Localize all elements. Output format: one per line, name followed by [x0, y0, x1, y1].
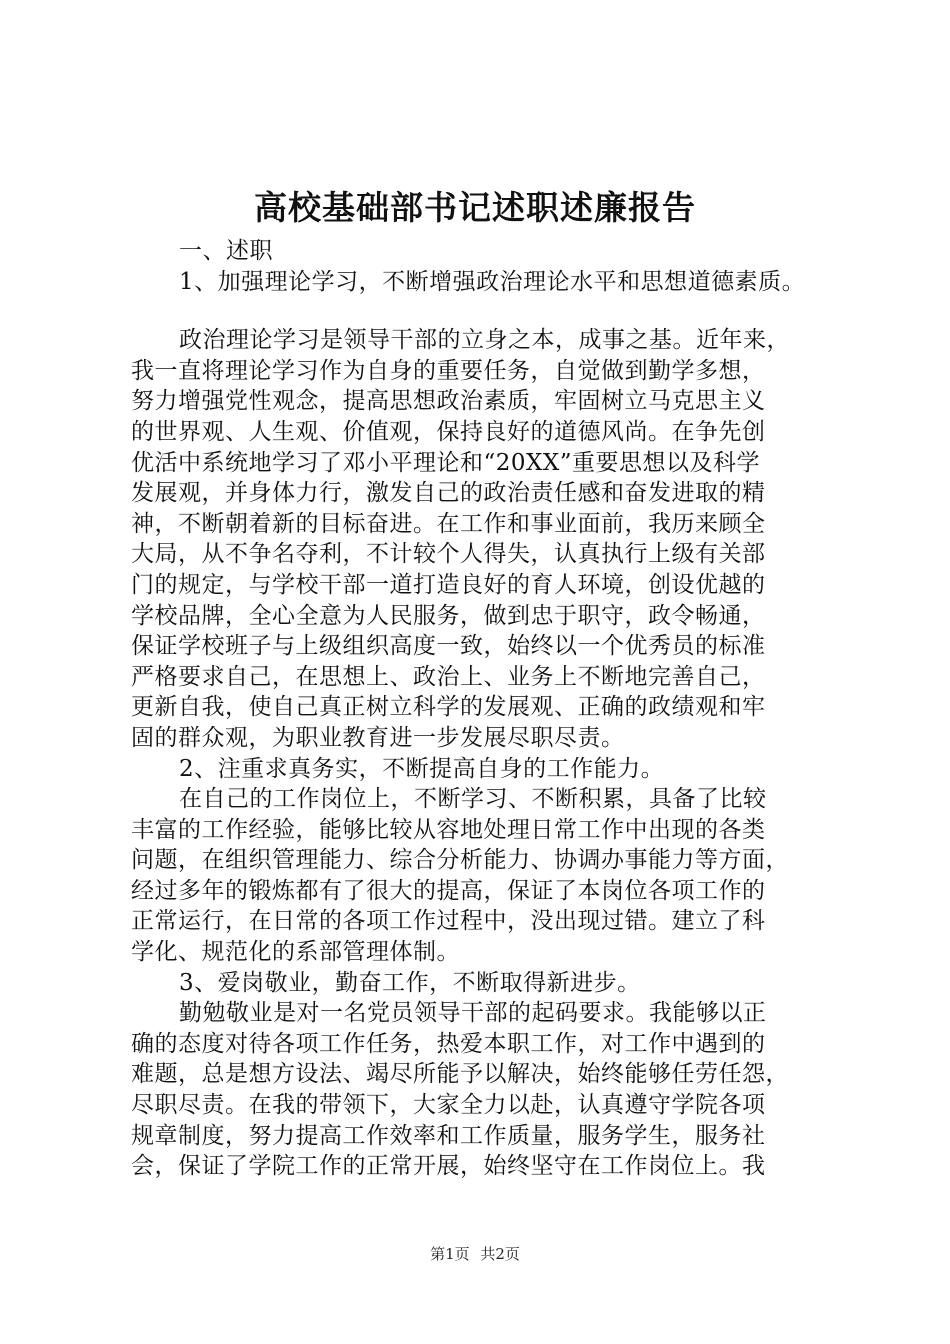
- document-body: [131, 236, 831, 1182]
- page-total: 共2页: [480, 1245, 520, 1263]
- text-line: 问题，在组织管理能力、综合分析能力、协调办事能力等方面，: [131, 847, 789, 874]
- text-line: 经过多年的锻炼都有了很大的提高，保证了本岗位各项工作的: [131, 877, 766, 904]
- text-line: 政治理论学习是领导干部的立身之本，成事之基。近年来，: [179, 327, 790, 354]
- document-title: 高校基础部书记述职述廉报告: [254, 188, 696, 227]
- text-line: 难题，总是想方设法、竭尽所能予以解决，始终能够任劳任怨，: [131, 1061, 789, 1088]
- page-number: 第1页: [430, 1245, 470, 1263]
- text-line: 1、加强理论学习，不断增强政治理论水平和思想道德素质。: [179, 268, 806, 295]
- text-line: 优活中系统地学习了邓小平理论和“20XX”重要思想以及科学: [131, 449, 761, 476]
- text-line: 大局，从不争名夺利，不计较个人得失，认真执行上级有关部: [131, 541, 766, 568]
- text-line: 2、注重求真务实，不断提高自身的工作能力。: [179, 755, 665, 782]
- text-line: 正常运行，在日常的各项工作过程中，没出现过错。建立了科: [131, 908, 766, 935]
- text-line: 在自己的工作岗位上，不断学习、不断积累，具备了比较: [179, 786, 767, 813]
- text-line: 固的群众观，为职业教育进一步发展尽职尽责。: [131, 724, 625, 751]
- page-footer: [0, 1244, 950, 1264]
- text-line: 严格要求自己，在思想上、政治上、业务上不断地完善自己，: [131, 663, 766, 690]
- text-line: 一、述职: [179, 238, 273, 264]
- text-line: 勤勉敬业是对一名党员领导干部的起码要求。我能够以正: [179, 1000, 767, 1027]
- text-line: 尽职尽责。在我的带领下，大家全力以赴，认真遵守学院各项: [131, 1092, 766, 1119]
- text-line: 我一直将理论学习作为自身的重要任务，自觉做到勤学多想，: [131, 357, 766, 384]
- text-line: 努力增强党性观念，提高思想政治素质，牢固树立马克思主义: [131, 388, 766, 415]
- text-line: 的世界观、人生观、价值观，保持良好的道德风尚。在争先创: [131, 418, 766, 445]
- text-line: 学校品牌，全心全意为人民服务，做到忠于职守，政令畅通，: [131, 602, 766, 629]
- text-line: 更新自我，使自己真正树立科学的发展观、正确的政绩观和牢: [131, 694, 766, 721]
- paragraph-gap: [131, 297, 831, 325]
- text-line: 确的态度对待各项工作任务，热爱本职工作，对工作中遇到的: [131, 1030, 766, 1057]
- text-line: 规章制度，努力提高工作效率和工作质量，服务学生，服务社: [131, 1122, 766, 1149]
- text-line: 门的规定，与学校干部一道打造良好的育人环境，创设优越的: [131, 571, 766, 598]
- text-line: 发展观，并身体力行，激发自己的政治责任感和奋发进取的精: [131, 480, 766, 507]
- text-line: 会，保证了学院工作的正常开展，始终坚守在工作岗位上。我: [131, 1153, 766, 1180]
- text-line: 神，不断朝着新的目标奋进。在工作和事业面前，我历来顾全: [131, 510, 766, 537]
- text-line: 学化、规范化的系部管理体制。: [131, 939, 460, 966]
- text-line: 3、爱岗敬业，勤奋工作，不断取得新进步。: [179, 969, 641, 996]
- text-line: 保证学校班子与上级组织高度一致，始终以一个优秀员的标准: [131, 633, 766, 660]
- text-line: 丰富的工作经验，能够比较从容地处理日常工作中出现的各类: [131, 816, 766, 843]
